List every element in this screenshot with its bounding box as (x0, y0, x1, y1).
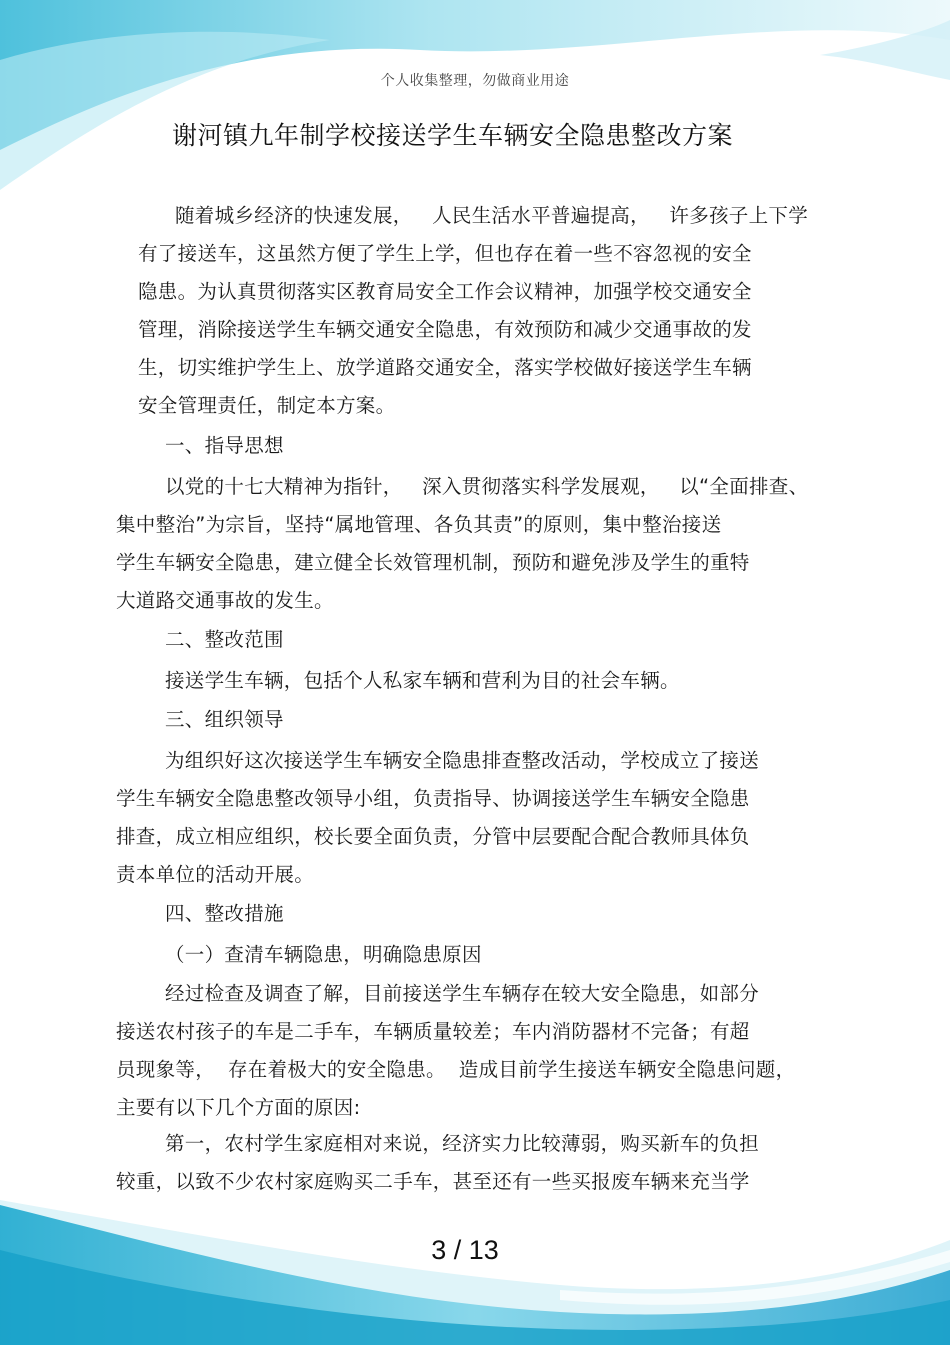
section-heading: 三、组织领导 (165, 708, 284, 731)
intro-line: 随着城乡经济的快速发展， 人民生活水平普遍提高， 许多孩子上下学 (175, 204, 808, 227)
section-heading: 四、整改措施 (165, 902, 284, 925)
intro-line: 隐患。为认真贯彻落实区教育局安全工作会议精神，加强学校交通安全 (138, 280, 752, 303)
header-note: 个人收集整理，勿做商业用途 (380, 73, 570, 89)
intro-line: 有了接送车，这虽然方便了学生上学，但也存在着一些不容忽视的安全 (138, 242, 752, 265)
body-line: 经过检查及调查了解，目前接送学生车辆存在较大安全隐患，如部分 (165, 982, 760, 1005)
body-line: 为组织好这次接送学生车辆安全隐患排查整改活动，学校成立了接送 (165, 749, 760, 772)
intro-line: 安全管理责任，制定本方案。 (138, 394, 396, 417)
body-line: 第一，农村学生家庭相对来说，经济实力比较薄弱，购买新车的负担 (165, 1132, 760, 1155)
body-line: 接送农村孩子的车是二手车，车辆质量较差；车内消防器材不完备；有超 (116, 1020, 750, 1043)
body-line: 接送学生车辆，包括个人私家车辆和营利为目的社会车辆。 (165, 669, 680, 692)
document-title: 谢河镇九年制学校接送学生车辆安全隐患整改方案 (171, 121, 733, 150)
intro-line: 管理，消除接送学生车辆交通安全隐患，有效预防和减少交通事故的发 (138, 318, 752, 341)
body-line: 员现象等， 存在着极大的安全隐患。 造成目前学生接送车辆安全隐患问题， (116, 1058, 796, 1081)
section-heading: 一、指导思想 (165, 434, 284, 457)
body-line: 学生车辆安全隐患，建立健全长效管理机制，预防和避免涉及学生的重特 (116, 551, 750, 574)
body-line: 责本单位的活动开展。 (116, 863, 315, 886)
body-line: 主要有以下几个方面的原因: (116, 1096, 361, 1119)
subsection-heading: （一）查清车辆隐患，明确隐患原因 (165, 943, 482, 966)
body-line: 以党的十七大精神为指针， 深入贯彻落实科学发展观， 以“全面排查、 (165, 475, 809, 498)
body-line: 学生车辆安全隐患整改领导小组，负责指导、协调接送学生车辆安全隐患 (116, 787, 750, 810)
body-line: 较重，以致不少农村家庭购买二手车，甚至还有一些买报废车辆来充当学 (116, 1170, 750, 1193)
body-line: 排查，成立相应组织，校长要全面负责，分管中层要配合配合教师具体负 (116, 825, 750, 848)
body-line: 大道路交通事故的发生。 (116, 589, 334, 612)
body-line: 集中整治”为宗旨，坚持“属地管理、各负其责”的原则，集中整治接送 (116, 513, 722, 536)
intro-line: 生，切实维护学生上、放学道路交通安全，落实学校做好接送学生车辆 (138, 356, 752, 379)
page-number: 3 / 13 (431, 1235, 499, 1265)
section-heading: 二、整改范围 (165, 628, 284, 651)
